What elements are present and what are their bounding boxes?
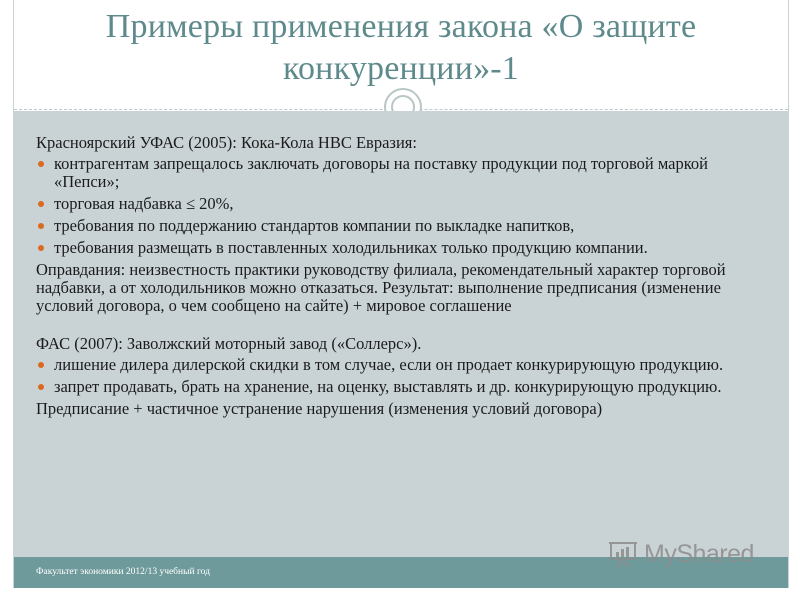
bullet-icon — [38, 384, 44, 390]
list-item: контрагентам запрещалось заключать договоры на поставку продукции под торговой маркой «Пепси»; — [36, 155, 766, 191]
bullet-icon — [38, 161, 44, 167]
footer-text: Факультет экономики 2012/13 учебный год — [36, 567, 210, 577]
case1-bullet-list — [36, 155, 766, 257]
slide-body — [36, 134, 766, 421]
list-item: торговая надбавка ≤ 20%, — [36, 195, 766, 213]
case2-bullet-list — [36, 356, 766, 396]
list-item: запрет продавать, брать на хранение, на оценку, выставлять и др. конкурирующую продукцию. — [36, 378, 766, 396]
watermark-logo — [608, 538, 768, 570]
list-item: требования размещать в поставленных холодильниках только продукцию компании. — [36, 239, 766, 257]
bullet-icon — [38, 223, 44, 229]
watermark-text: MyShared — [644, 540, 754, 568]
list-item: требования по поддержанию стандартов компании по выкладке напитков, — [36, 217, 766, 235]
list-item: лишение дилера дилерской скидки в том случае, если он продает конкурирующую продукцию. — [36, 356, 766, 374]
bullet-icon — [38, 245, 44, 251]
case1-heading: Красноярский УФАС (2005): Кока-Кола НВС Евразия: — [36, 133, 417, 152]
spacer — [36, 318, 766, 335]
case2-heading: ФАС (2007): Заволжский моторный завод («Соллерс»). — [36, 334, 422, 353]
bullet-icon — [38, 201, 44, 207]
presentation-board-icon — [608, 540, 638, 568]
case2-conclusion: Предписание + частичное устранение нарушения (изменения условий договора) — [36, 399, 603, 418]
case1-justification: Оправдания: неизвестность практики руководству филиала, рекомендательный характер торговой надбавки, а от холодильников можно отказаться. Результат: выполнение предписания (изменение условий договора, о чем сообщено на сайте) + мировое соглашение — [36, 260, 726, 315]
bullet-icon — [38, 362, 44, 368]
content-panel — [14, 111, 788, 557]
slide — [13, 0, 789, 588]
slide-title: Примеры применения закона «О защите конкуренции»-1 — [105, 8, 697, 87]
